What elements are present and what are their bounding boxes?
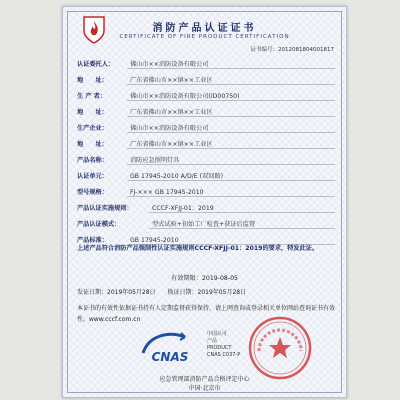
field-row <box>77 203 335 219</box>
field-label: 地 址： <box>77 109 108 116</box>
field-value: 消防应急照明灯具 <box>127 155 335 165</box>
field-label: 地 址： <box>77 77 108 84</box>
field-row <box>77 139 335 155</box>
field-label: 产品名称： <box>77 157 108 164</box>
field-value: 佛山市××消防设备有限公司 <box>127 59 335 69</box>
field-value: 广东省佛山市××镇××工业区 <box>127 75 335 85</box>
issuer-footer <box>63 375 346 393</box>
field-row <box>77 171 335 187</box>
field-label: 认证单元： <box>77 173 108 180</box>
field-value: FJ-××× GB 17945-2010 <box>127 189 335 197</box>
cnas-accreditation-text <box>207 331 247 359</box>
field-value: CCCF-XFJJ-01：2019 <box>149 203 335 213</box>
issuer-name: 应急管理部消防产品合格评定中心 <box>159 376 250 383</box>
field-value: 广东省佛山市××镇××工业区 <box>127 107 335 117</box>
field-value: 广东省佛山市××镇××工业区 <box>127 139 335 149</box>
cnas-logo-icon <box>135 327 205 367</box>
field-label: 产品认证实施规则： <box>77 205 133 212</box>
field-row <box>77 123 335 139</box>
certificate-title: 消防产品认证证书 <box>152 23 257 34</box>
certification-statement: 上述产品符合消防产品强制性认证实施规则CCCF-XFJJ-01：2019的要求，特发此证。 <box>77 245 319 252</box>
field-row <box>77 107 335 123</box>
field-row <box>77 187 335 203</box>
red-seal-icon <box>247 315 313 381</box>
field-value: 佛山市××消防设备有限公司 <box>127 123 335 133</box>
field-label: 生产企业： <box>77 125 108 132</box>
validity-period: 有效期限：2019-08-05 <box>171 275 238 282</box>
field-value: 佛山市××消防设备有限公司(ID00750) <box>127 91 335 101</box>
field-label: 地 址： <box>77 141 108 148</box>
cnas-logo-text: CNAS <box>151 350 189 364</box>
certificate <box>62 6 347 398</box>
field-value: 型式试验+初始工厂检查+获证后监督 <box>149 219 335 229</box>
field-row <box>77 59 335 75</box>
field-row <box>77 219 335 235</box>
field-label: 生 产 者： <box>77 93 107 100</box>
issue-dates: 发证日期：2019年05月28日 换证日期：2019年05月28日 <box>77 289 247 296</box>
certificate-subtitle: CERTIFICATE OF FIRE PRODUCT CERTIFICATION <box>119 34 290 40</box>
field-value: GB 17945-2010 <box>127 237 335 245</box>
field-row <box>77 75 335 91</box>
certificate-number: 证书编号：2012081804001817 <box>250 47 334 53</box>
cnas-line: PRODUCT <box>207 345 232 351</box>
cnas-line: CNAS C037-P <box>207 352 241 358</box>
field-row <box>77 155 335 171</box>
validity-note: 本证书的有效性依据证书持有人定期监督获得保持，请上网查询或登录相关单位网站查询证书有效性，www.cccf.com.cn <box>77 305 336 323</box>
field-list <box>77 59 335 251</box>
field-value: GB 17945-2010 A/D/E (双回路) <box>127 171 335 181</box>
field-label: 产品认证模式： <box>77 221 121 228</box>
cnas-line: 产品 <box>207 338 218 344</box>
field-label: 型号规格： <box>77 189 108 196</box>
issuer-location: 中国·北京市 <box>188 385 221 392</box>
field-row <box>77 91 335 107</box>
field-label: 认证委托人： <box>77 61 115 68</box>
cnas-line: 中国认可 <box>207 331 228 337</box>
field-label: 产品标准： <box>77 237 108 244</box>
